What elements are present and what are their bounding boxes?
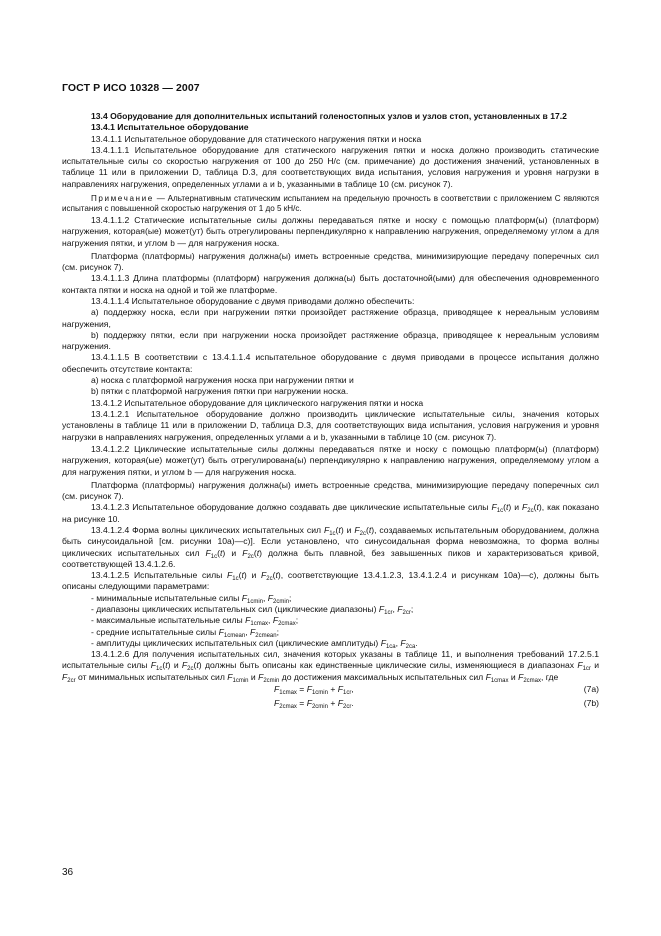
note: Примечание — Альтернативным статическим испытанием на предельную прочность в соответствии с приложением C являются испытания с повышенной скоростью нагружения от 1 до 5 кН/с. — [62, 194, 600, 214]
paragraph: 13.4.1.1.4 Испытательное оборудование с двумя приводами должно обеспечить: — [91, 295, 415, 306]
paragraph: 13.4.1.2.2 Циклические испытательные силы должны передаваться пятке и носку с помощью платформ(ы) (платформ) нагружения, которая(ые) может(ут) быть отрегулирована(ы) перпендикулярно к направлению нагружения, определяемому углом a для нагружения пятки, и углом b — для нагружения носка. — [62, 443, 600, 479]
equation-7a: $F_{1cmax} = F_{1cmin} + F_{1cr}$, (7a) — [274, 684, 599, 697]
list-item: - максимальные испытательные силы $F_{1cmax}$, $F_{2cmax}$; — [91, 615, 299, 628]
paragraph: 13.4.1.2.5 Испытательные силы $F_{1c}(t)$ и $F_{2c}(t)$, соответствующие 13.4.1.2.3, 13.4.1.2.4 и рисункам 10a)—c), должны быть описаны следующими параметрами: — [62, 570, 599, 592]
paragraph: 13.4.1.2 Испытательное оборудование для циклического нагружения пятки и носка — [91, 397, 424, 408]
section-heading: 13.4 Оборудование для дополнительных испытаний голеностопных узлов и узлов стоп, установленных в 17.2 — [91, 111, 567, 121]
equation-number: (7a) — [583, 684, 599, 695]
list-item: a) носка с платформой нагружения носка при нагружении пятки и — [91, 375, 354, 386]
note-label: Примечание — [91, 194, 154, 204]
paragraph: Платформа (платформы) нагружения должна(ы) иметь встроенные средства, минимизирующие передачу поперечных сил (см. рисунок 7). — [62, 250, 599, 273]
paragraph: 13.4.1.2.3 Испытательное оборудование должно создавать две циклические испытательные силы $F_{1c}(t)$ и $F_{2c}(t)$, как показано на рисунке 10. — [62, 502, 599, 524]
paragraph: Платформа (платформы) нагружения должна(ы) иметь встроенные средства, минимизирующие передачу поперечных сил (см. рисунок 7). — [62, 479, 599, 502]
document-body — [62, 111, 599, 711]
paragraph: 13.4.1.2.4 Форма волны циклических испытательных сил $F_{1c}(t)$ и $F_{2c}(t)$, создаваемых испытательным оборудованием, должна быть синусоидальной [см. рисунки 10a)—c)]. Если установлено, что синусоидальная форма невозможна, то форма волны циклических испытательных сил $F_{1c}(t)$ и $F_{2c}(t)$ должна быть плавной, без завышенных пиков и характеризоваться кривой, соответствующей 13.4.1.2.6. — [62, 524, 600, 569]
subsection-heading: 13.4.1 Испытательное оборудование — [91, 122, 249, 133]
list-item: - амплитуды циклических испытательных сил (циклические амплитуды) $F_{1ca}$, $F_{2ca}$. — [91, 637, 418, 650]
page-number: 36 — [62, 867, 74, 878]
paragraph: 13.4.1.2.6 Для получения испытательных сил, значения которых указаны в таблице 11, и выполнения требований 17.2.5.1 испытательные силы $F_{1c}(t)$ и $F_{2c}(t)$ должны быть описаны как единственные циклические силы, изменяющиеся в диапазонах $F_{1cr}$ и $F_{2cr}$ от минимальных испытательных сил $F_{1cmin}$ и $F_{2cmin}$ до достижения максимальных испытательных сил $F_{1cmax}$ и $F_{2cmax}$, где — [62, 649, 600, 684]
equation-7b: $F_{2cmax} = F_{2cmin} + F_{2cr}$. (7b) — [274, 698, 599, 711]
list-item: - диапазоны циклических испытательных сил (циклические диапазоны) $F_{1cr}$, $F_{2cr}$; — [91, 603, 414, 616]
list-item: a) поддержку носка, если при нагружении пятки произойдет растяжение образца, приводящее к нереальным условиям нагружения, — [62, 307, 599, 329]
paragraph: 13.4.1.2.1 Испытательное оборудование должно производить циклические испытательные силы, значения которых установлены в таблице 11 или в приложении D, таблица D.3, для соответствующих вида испытания, условия нагружения и уровня нагрузки в направлениях нагружения, определенных углами a и b, указанными в таблице 10 (см. рисунок 7). — [62, 408, 599, 443]
page-header: ГОСТ Р ИСО 10328 — 2007 — [62, 82, 200, 94]
paragraph: 13.4.1.1 Испытательное оборудование для статического нагружения пятки и носка — [91, 133, 422, 144]
list-item: b) поддержку пятки, если при нагружении носка произойдет растяжение образца, приводящее к нереальным условиям нагружения. — [62, 329, 599, 352]
paragraph: 13.4.1.1.1 Испытательное оборудование для статического нагружения пятки и носка должно производить статические испытательные силы со скоростью нагружения от 100 до 250 Н/с (см. примечание) до достижения значений, установленных в таблице 11 или в приложении D, таблица D.3, для соответствующих вида испытания, условия нагружения и уровня нагрузки в направлениях нагружения, определенных углами a и b, указанными в таблице 10 (см. рисунок 7). — [62, 144, 599, 190]
paragraph: 13.4.1.1.2 Статические испытательные силы должны передаваться пятке и носку с помощью платформ(ы) (платформ) нагружения, которая(ые) может(ут) быть отрегулированы перпендикулярно к направлению нагружения, определяемому углом a для нагружения пятки, и углом b — для нагружения носка. — [62, 214, 600, 250]
equation-number: (7b) — [583, 698, 599, 709]
list-item: b) пятки с платформой нагружения пятки при нагружении носка. — [91, 386, 349, 397]
paragraph: 13.4.1.1.5 В соответствии с 13.4.1.1.4 испытательное оборудование с двумя приводами в процессе испытания должно обеспечить отсутствие контакта: — [62, 352, 599, 374]
list-item: - минимальные испытательные силы $F_{1cmin}$, $F_{2cmin}$; — [91, 592, 292, 605]
list-item: - средние испытательные силы $F_{1cmean}$, $F_{2cmean}$; — [91, 626, 279, 639]
paragraph: 13.4.1.1.3 Длина платформы (платформ) нагружения должна(ы) быть достаточной(ыми) для обеспечения одновременного контакта пятки и носка на одной и той же платформе. — [62, 273, 599, 295]
